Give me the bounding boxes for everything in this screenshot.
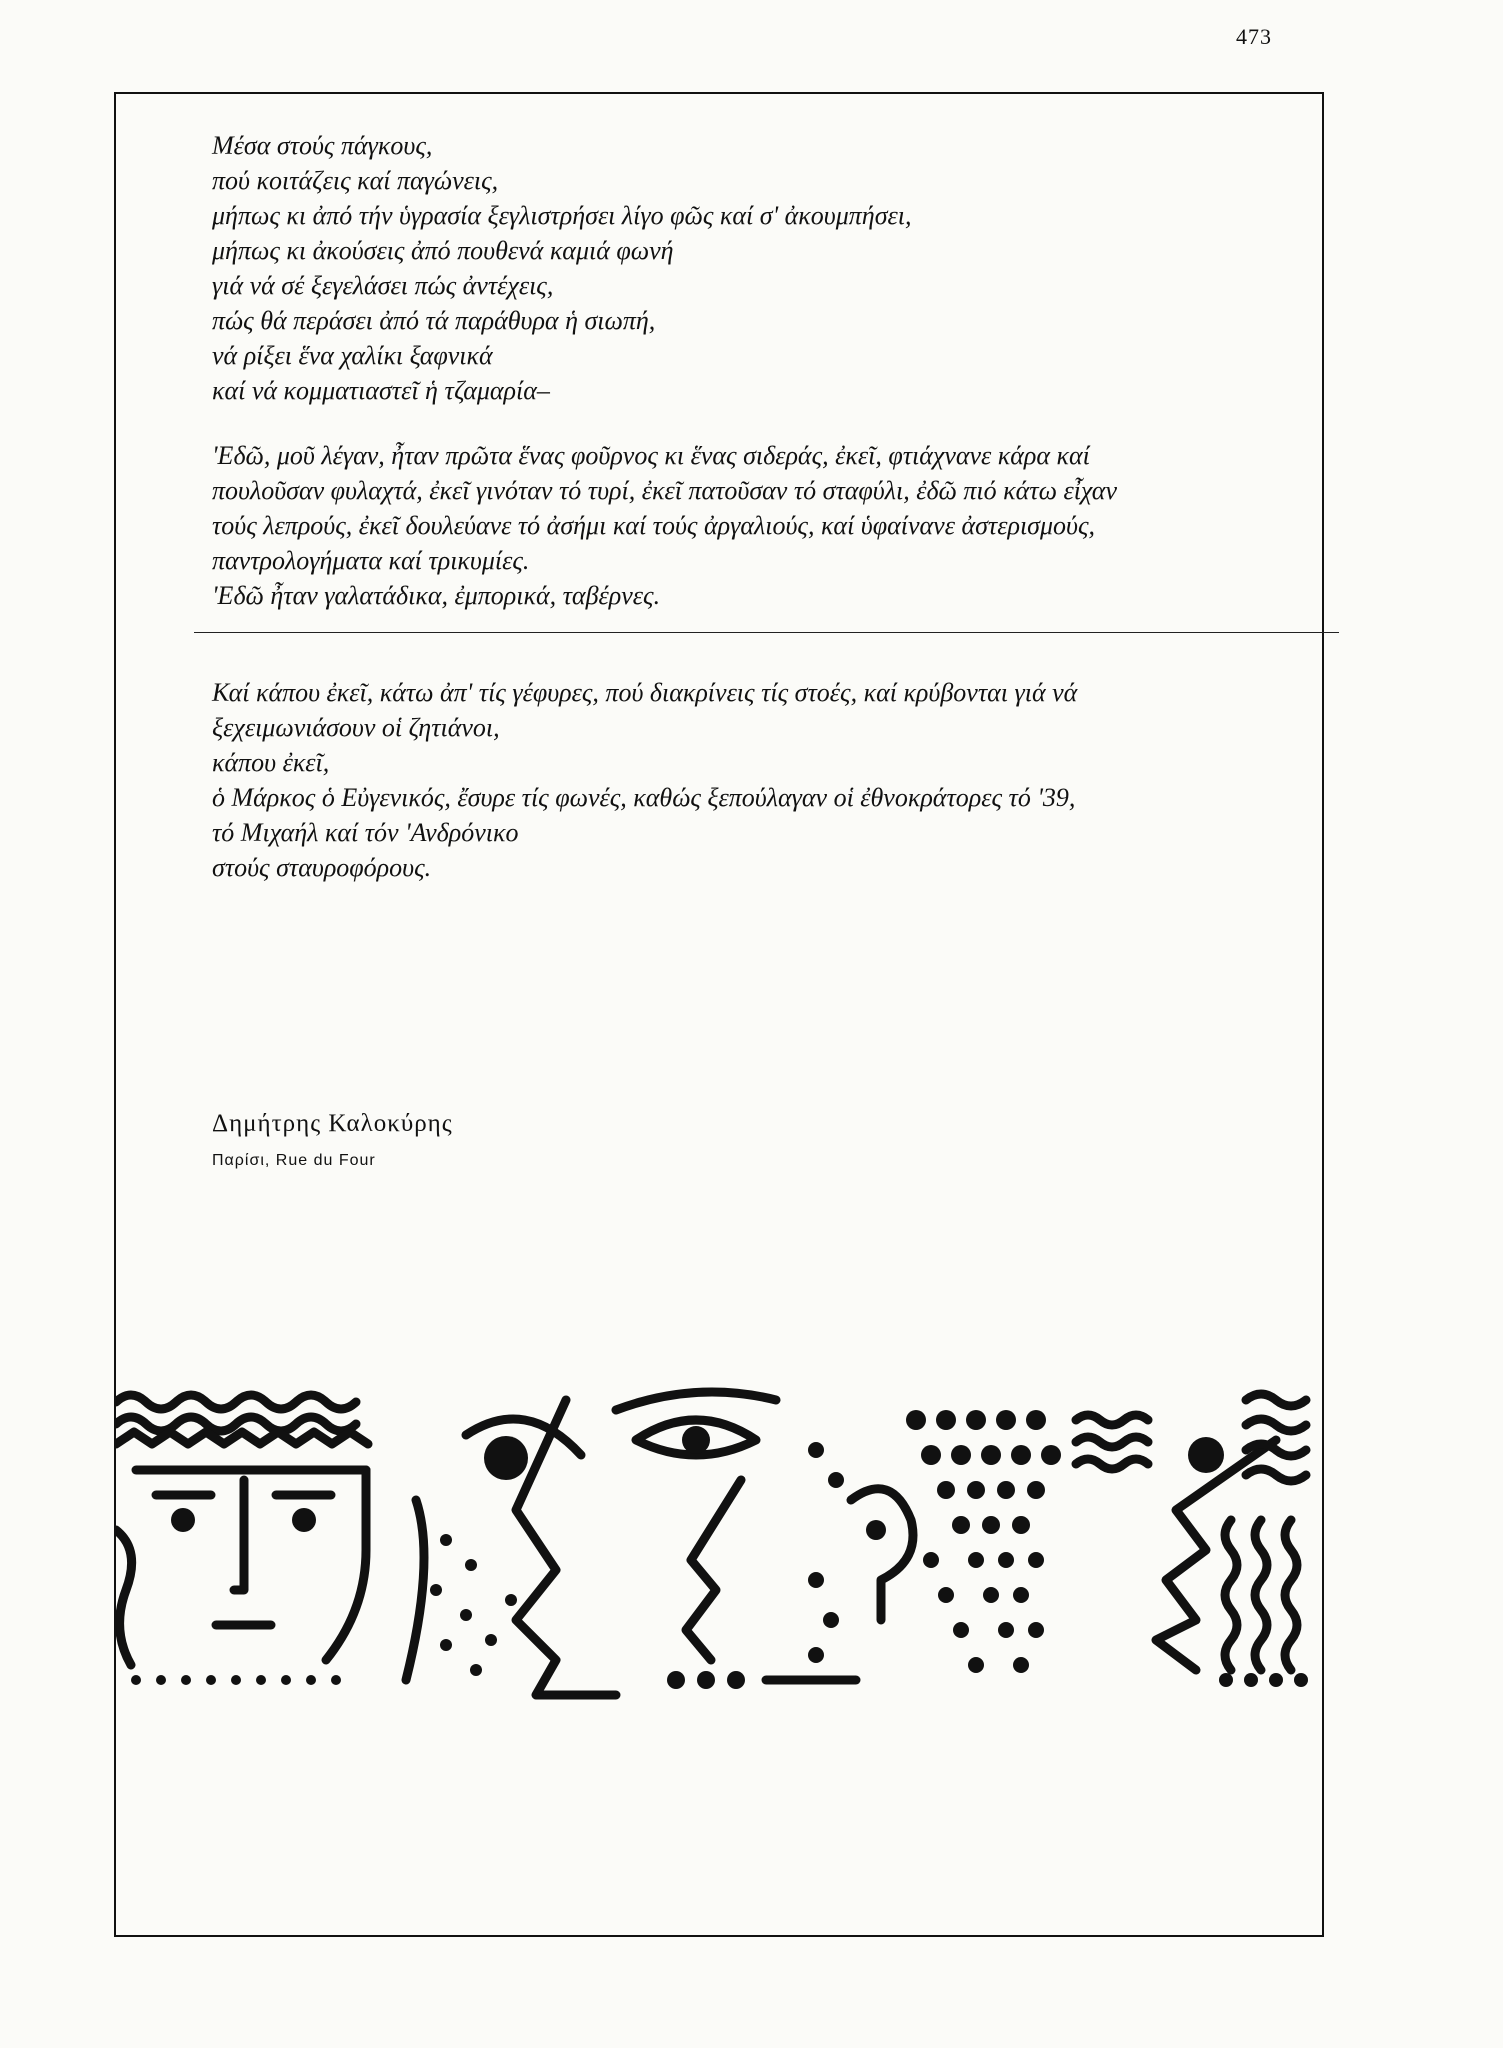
poem-line: ξεχειμωνιάσουν οἱ ζητιάνοι, <box>212 713 500 742</box>
poem-line: τό Μιχαήλ καί τόν 'Ανδρόνικο <box>212 818 519 847</box>
page-number: 473 <box>1236 24 1272 49</box>
poem-line: γιά νά σέ ξεγελάσει πώς ἀντέχεις, <box>212 271 554 300</box>
poem-line: μήπως κι ἀπό τήν ὑγρασία ξεγλιστρήσει λίγο φῶς καί σ' ἀκουμπήσει, <box>212 201 912 230</box>
poem-line: 'Εδῶ, μοῦ λέγαν, ἦταν πρῶτα ἕνας φοῦρνος κι ἕνας σιδεράς, ἐκεῖ, φτιάχνανε κάρα καί <box>212 441 1090 470</box>
stanza-3 <box>212 675 1077 885</box>
author-name: Δημήτρης Καλοκύρης <box>212 1110 453 1137</box>
poem-line: τούς λεπρούς, ἐκεῖ δουλεύανε τό ἀσήμι καί τούς ἀργαλιούς, καί ὑφαίνανε ἀστερισμούς, <box>212 511 1096 540</box>
faces-frieze-icon <box>116 1380 1323 1700</box>
poem-line: Μέσα στούς πάγκους, <box>212 131 433 160</box>
poem-line: 'Εδῶ ἦταν γαλατάδικα, ἐμπορικά, ταβέρνες. <box>212 581 661 610</box>
poem-line: ὁ Μάρκος ὁ Εὐγενικός, ἔσυρε τίς φωνές, καθώς ξεπούλαγαν οἱ ἐθνοκράτορες τό '39, <box>212 783 1076 812</box>
poem-line: μήπως κι ἀκούσεις ἀπό πουθενά καμιά φωνή <box>212 236 674 265</box>
poem-line: νά ρίξει ἕνα χαλίκι ξαφνικά <box>212 341 493 370</box>
place-line: Παρίσι, Rue du Four <box>212 1152 376 1169</box>
poem-line: Καί κάπου ἐκεῖ, κάτω ἀπ' τίς γέφυρες, πού διακρίνεις τίς στοές, καί κρύβονται γιά νά <box>212 678 1078 707</box>
poem-line: πού κοιτάζεις καί παγώνεις, <box>212 166 499 195</box>
stanza-2 <box>212 438 1117 613</box>
stanza-1 <box>212 128 912 408</box>
poem-line: κάπου ἐκεῖ, <box>212 748 330 777</box>
section-divider <box>194 632 1339 633</box>
poem-line: πουλοῦσαν φυλαχτά, ἐκεῖ γινόταν τό τυρί, ἐκεῖ πατοῦσαν τό σταφύλι, ἐδῶ πιό κάτω εἶχαν <box>212 476 1117 505</box>
poem-line: παντρολογήματα καί τρικυμίες. <box>212 546 530 575</box>
poem-line: στούς σταυροφόρους. <box>212 853 432 882</box>
poem-line: καί νά κομματιαστεῖ ἡ τζαμαρία– <box>212 376 550 405</box>
poem-line: πώς θά περάσει ἀπό τά παράθυρα ἡ σιωπή, <box>212 306 656 335</box>
